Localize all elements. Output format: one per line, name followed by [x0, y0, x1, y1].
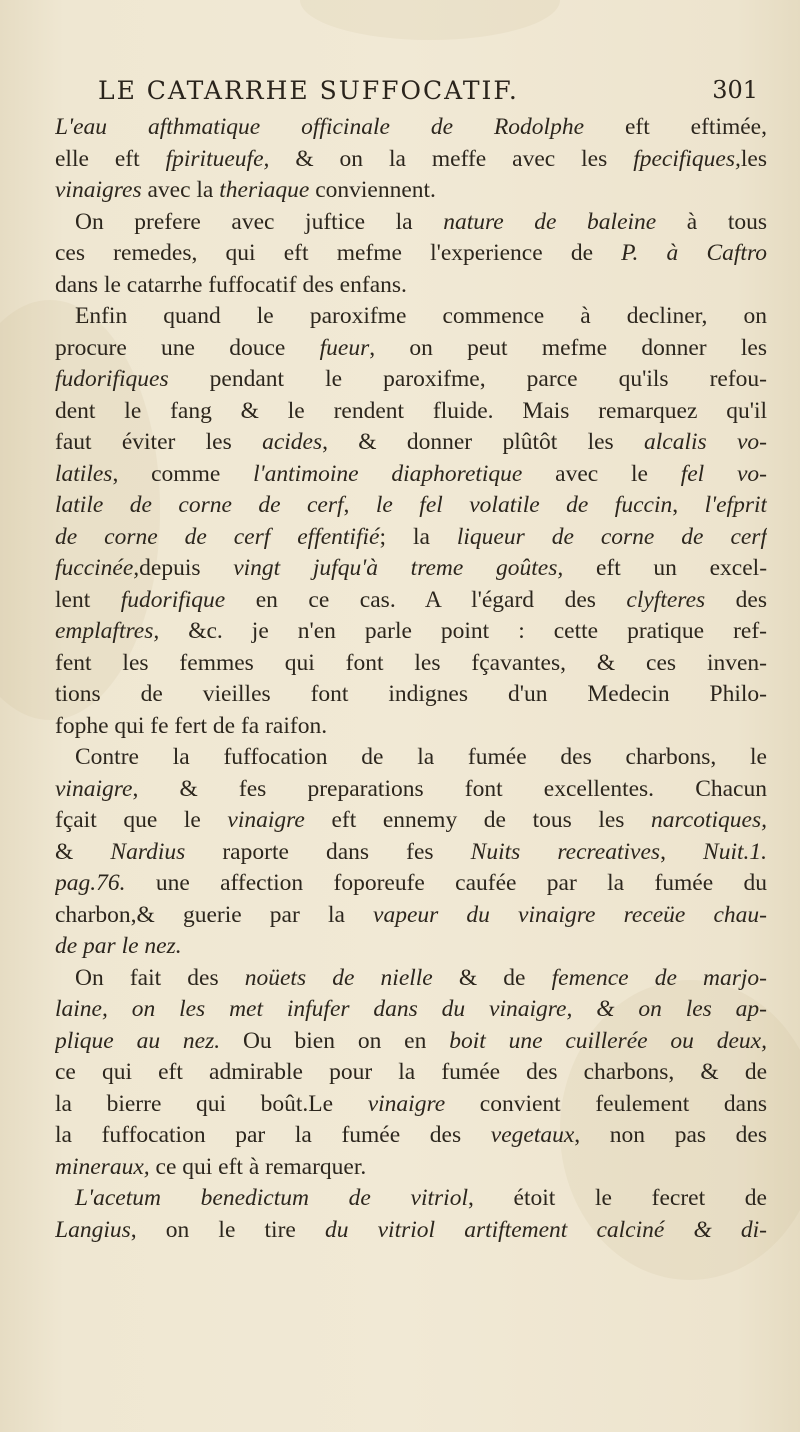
- italic-text: fueur: [319, 334, 370, 361]
- italic-text: vinaigre: [367, 1090, 446, 1117]
- page-header: [70, 76, 766, 108]
- text-run: elle eft: [55, 145, 166, 172]
- text-run: & de: [432, 964, 552, 991]
- text-line: [55, 522, 767, 554]
- text-line: [55, 1057, 767, 1089]
- text-run: lent: [55, 586, 121, 613]
- text-run: raporte dans fes: [185, 838, 471, 865]
- text-run: dent le fang & le rendent fluide. Mais remarquez qu'il: [55, 397, 767, 424]
- text-line: [55, 742, 767, 774]
- text-line: [55, 207, 767, 239]
- italic-text: vegetaux: [490, 1122, 575, 1148]
- text-run: eft ennemy de tous les: [304, 807, 652, 833]
- text-line: [55, 364, 767, 396]
- italic-text: clyfteres: [626, 586, 706, 613]
- text-line: [55, 868, 767, 900]
- text-run: ce qui eft admirable pour la fumée des charbons, & de: [55, 1059, 767, 1085]
- italic-text: plique au nez.: [55, 1027, 221, 1054]
- text-run: depuis: [139, 555, 234, 581]
- italic-text: noüets de nielle: [244, 964, 433, 991]
- italic-text: femence de marjo-: [551, 964, 767, 991]
- text-line: [55, 900, 767, 932]
- text-run: pendant le paroxifme, parce qu'ils refou-: [168, 366, 767, 392]
- italic-text: de corne de cerf effentifié: [55, 523, 380, 550]
- italic-text: fpecifiques,: [633, 145, 741, 172]
- text-line: [55, 333, 767, 365]
- text-run: On fait des: [75, 964, 245, 991]
- text-line: [55, 1089, 767, 1121]
- text-run: les: [740, 145, 767, 172]
- text-run: en ce cas. A l'égard des: [225, 586, 627, 613]
- text-line: [55, 396, 767, 428]
- text-run: dans le catarrhe fuffocatif des enfans.: [55, 271, 407, 298]
- italic-text: emplaftres,: [55, 618, 160, 644]
- italic-text: latiles: [55, 460, 113, 487]
- italic-text: L'acetum benedictum de vitriol: [75, 1185, 468, 1211]
- italic-text: theriaque: [219, 177, 310, 203]
- text-run: eft eftimée,: [584, 114, 767, 140]
- italic-text: Nuits recreatives: [470, 838, 661, 865]
- italic-text: fpiritueufe,: [165, 145, 270, 172]
- text-run: ,: [660, 838, 704, 865]
- text-run: &: [55, 838, 111, 865]
- text-run: Ou bien on en: [220, 1027, 450, 1054]
- text-line: [55, 1152, 767, 1184]
- text-line: [55, 648, 767, 680]
- italic-text: fuccinée,: [55, 555, 140, 581]
- text-run: , & donner plûtôt les: [322, 429, 645, 455]
- text-run: & on la meffe avec les: [269, 145, 634, 172]
- text-line: [55, 711, 767, 743]
- text-run: ,: [672, 492, 705, 518]
- italic-text: L'eau afthmatique officinale de Rodolphe: [55, 114, 585, 140]
- text-line: [55, 553, 767, 585]
- italic-text: liqueur de corne de cerf: [456, 523, 767, 550]
- text-run: des: [705, 586, 767, 613]
- italic-text: vinaigres: [55, 177, 142, 203]
- text-run: avec la: [141, 177, 220, 203]
- text-line: [55, 301, 767, 333]
- text-run: ,: [343, 492, 376, 518]
- text-line: [55, 963, 767, 995]
- page-number: 301: [712, 76, 758, 104]
- text-run: ce qui eft à remarquer.: [149, 1153, 367, 1180]
- text-line: [55, 805, 767, 837]
- italic-text: pag.76.: [55, 870, 126, 896]
- italic-text: du vitriol artiftement calciné & di-: [324, 1216, 767, 1243]
- italic-text: nature de baleine: [443, 208, 657, 235]
- text-run: On prefere avec juftice la: [75, 208, 444, 235]
- text-run: la bierre qui boût.Le: [55, 1090, 368, 1117]
- italic-text: Langius: [55, 1216, 131, 1243]
- text-run: Contre la fuffocation de la fumée des charbons, le: [75, 744, 767, 770]
- italic-text: fudorifique: [120, 586, 226, 613]
- text-run: , on le tire: [130, 1216, 325, 1243]
- text-run: tions de vieilles font indignes d'un Medecin Philo-: [55, 681, 767, 707]
- text-line: [55, 837, 767, 869]
- text-line: [55, 144, 767, 176]
- text-run: , & fes preparations font excellentes. Chacun: [132, 775, 767, 802]
- text-run: fent les femmes qui font les fçavantes, & ces inven-: [55, 649, 767, 676]
- text-line: [55, 994, 767, 1026]
- italic-text: vapeur du vinaigre receüe chau-: [373, 901, 767, 928]
- text-run: , non pas des: [574, 1122, 767, 1148]
- italic-text: Nuit.1.: [703, 838, 767, 865]
- italic-text: fudorifiques: [55, 366, 169, 392]
- italic-text: fel vo-: [680, 460, 767, 487]
- text-run: ; la: [379, 523, 457, 550]
- italic-text: de par le nez.: [55, 933, 182, 959]
- text-run: avec le: [522, 460, 681, 487]
- text-run: charbon,& guerie par la: [55, 901, 374, 928]
- body-text: [55, 112, 767, 1246]
- text-run: la fuffocation par la fumée des: [55, 1122, 491, 1148]
- text-run: fophe qui fe fert de fa raifon.: [55, 712, 328, 739]
- text-line: [55, 931, 767, 963]
- text-line: [55, 1215, 767, 1247]
- italic-text: narcotiques,: [651, 807, 767, 833]
- italic-text: vinaigre: [55, 775, 133, 802]
- text-line: [55, 1183, 767, 1215]
- italic-text: laine, on les met infufer dans du vinaigre, & on les ap-: [55, 996, 767, 1022]
- text-run: convient feulement dans: [445, 1090, 767, 1117]
- italic-text: alcalis vo-: [644, 429, 767, 455]
- running-title: LE CATARRHE SUFFOCATIF.: [98, 76, 519, 105]
- text-run: , on peut mefme donner les: [369, 334, 767, 361]
- text-line: [55, 427, 767, 459]
- text-line: [55, 175, 767, 207]
- italic-text: mineraux,: [55, 1153, 150, 1180]
- italic-text: le fel volatile de fuccin: [375, 492, 673, 518]
- text-line: [55, 490, 767, 522]
- italic-text: vingt jufqu'à treme goûtes,: [233, 555, 564, 581]
- text-line: [55, 459, 767, 491]
- italic-text: latile de corne de cerf: [55, 492, 344, 518]
- text-run: une affection foporeufe caufée par la fumée du: [125, 870, 767, 896]
- text-run: ces remedes, qui eft mefme l'experience de: [55, 240, 622, 266]
- text-line: [55, 270, 767, 302]
- italic-text: vinaigre: [227, 807, 305, 833]
- text-line: [55, 616, 767, 648]
- italic-text: Nardius: [110, 838, 186, 865]
- italic-text: boit une cuillerée ou deux,: [449, 1027, 767, 1054]
- text-line: [55, 1120, 767, 1152]
- text-line: [55, 585, 767, 617]
- text-line: [55, 112, 767, 144]
- italic-text: l'efprit: [704, 492, 767, 518]
- text-run: à tous: [656, 208, 767, 235]
- paper-stain: [300, 0, 560, 40]
- text-line: [55, 774, 767, 806]
- text-run: procure une douce: [55, 334, 320, 361]
- text-line: [55, 238, 767, 270]
- text-run: fçait que le: [55, 807, 228, 833]
- text-line: [55, 1026, 767, 1058]
- text-run: eft un excel-: [563, 555, 767, 581]
- text-run: Enfin quand le paroxifme commence à decliner, on: [75, 303, 767, 329]
- text-run: faut éviter les: [55, 429, 263, 455]
- text-line: [55, 679, 767, 711]
- text-run: , étoit le fecret de: [467, 1185, 767, 1211]
- text-run: , comme: [112, 460, 254, 487]
- text-run: conviennent.: [309, 177, 436, 203]
- italic-text: P. à Caftro: [621, 240, 767, 266]
- italic-text: acides: [262, 429, 323, 455]
- italic-text: l'antimoine diaphoretique: [253, 460, 523, 487]
- text-run: &c. je n'en parle point : cette pratique ref-: [159, 618, 767, 644]
